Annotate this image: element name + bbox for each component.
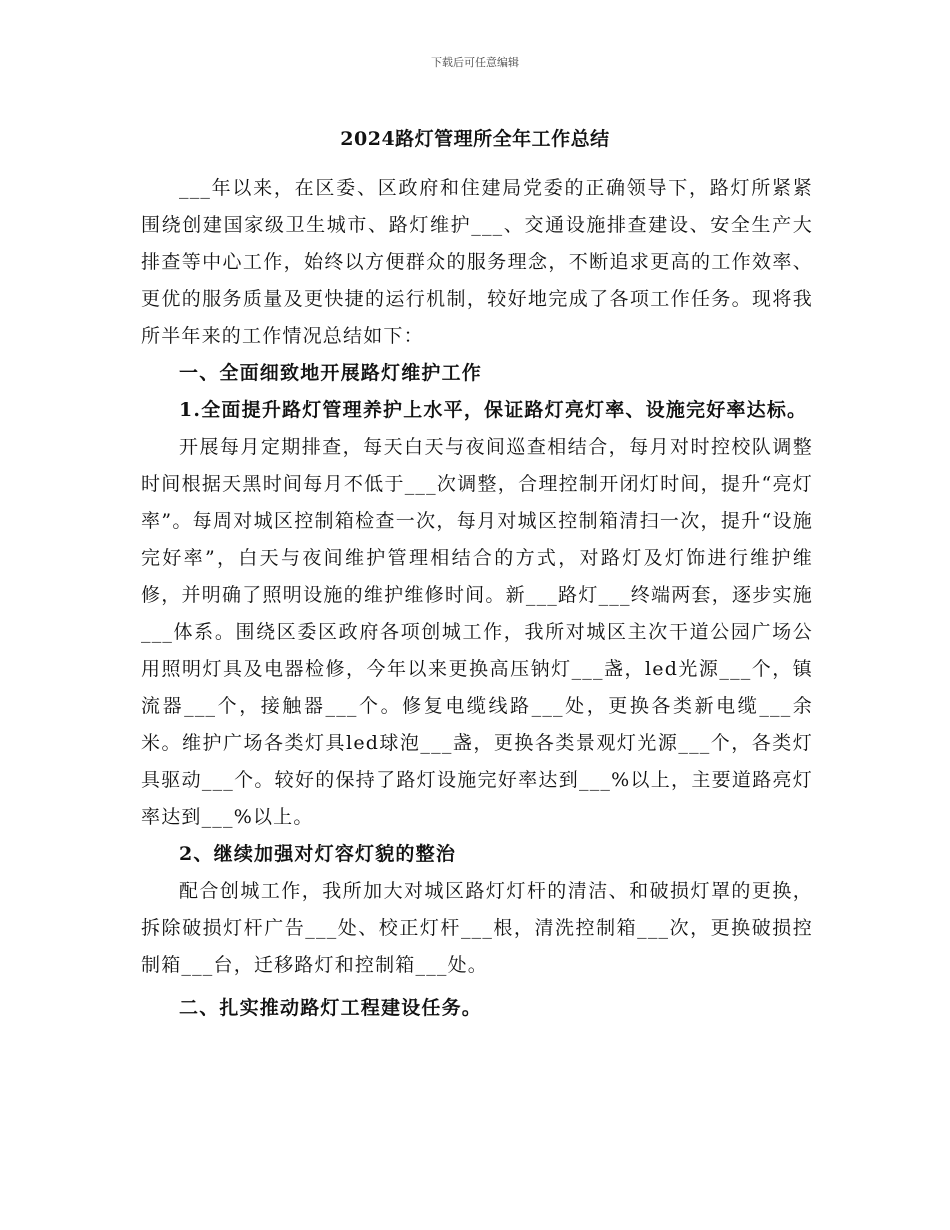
document-body (141, 170, 813, 1027)
section-heading-1: 一、全面细致地开展路灯维护工作 (179, 362, 483, 384)
subsection-heading-1: 1.全面提升路灯管理养护上水平，保证路灯亮灯率、设施完好率达标。 (179, 399, 808, 421)
intro-paragraph: ___年以来，在区委、区政府和住建局党委的正确领导下，路灯所紧紧围绕创建国家级卫生城市、路灯维护___、交通设施排查建设、安全生产大排查等中心工作，始终以方便群众的服务理念，不断追求更高的工作效率、更优的服务质量及更快捷的运行机制，较好地完成了各项工作任务。现将我所半年来的工作情况总结如下： (141, 177, 813, 347)
subsection-paragraph-2: 配合创城工作，我所加大对城区路灯灯杆的清洁、和破损灯罩的更换，拆除破损灯杆广告___处、校正灯杆___根，清洗控制箱___次，更换破损控制箱___台，迁移路灯和控制箱___处。 (141, 880, 813, 976)
header-note: 下载后可任意编辑 (431, 56, 519, 69)
document-title: 2024路灯管理所全年工作总结 (340, 128, 610, 150)
section-heading-2: 二、扎实推动路灯工程建设任务。 (179, 997, 483, 1019)
subsection-paragraph-1: 开展每月定期排查，每天白天与夜间巡查相结合，每月对时控校队调整时间根据天黑时间每月不低于___次调整，合理控制开闭灯时间，提升“亮灯率”。每周对城区控制箱检查一次，每月对城区控制箱清扫一次，提升“设施完好率”，白天与夜间维护管理相结合的方式，对路灯及灯饰进行维护维修，并明确了照明设施的维护维修时间。新___路灯___终端两套，逐步实施___体系。围绕区委区政府各项创城工作，我所对城区主次干道公园广场公用照明灯具及电器检修，今年以来更换高压钠灯___盏，led光源___个，镇流器___个，接触器___个。修复电缆线路___处，更换各类新电缆___余米。维护广场各类灯具led球泡___盏，更换各类景观灯光源___个，各类灯具驱动___个。较好的保持了路灯设施完好率达到___%以上，主要道路亮灯率达到___%以上。 (141, 436, 813, 828)
subsection-heading-2: 2、继续加强对灯容灯貌的整治 (179, 843, 457, 865)
